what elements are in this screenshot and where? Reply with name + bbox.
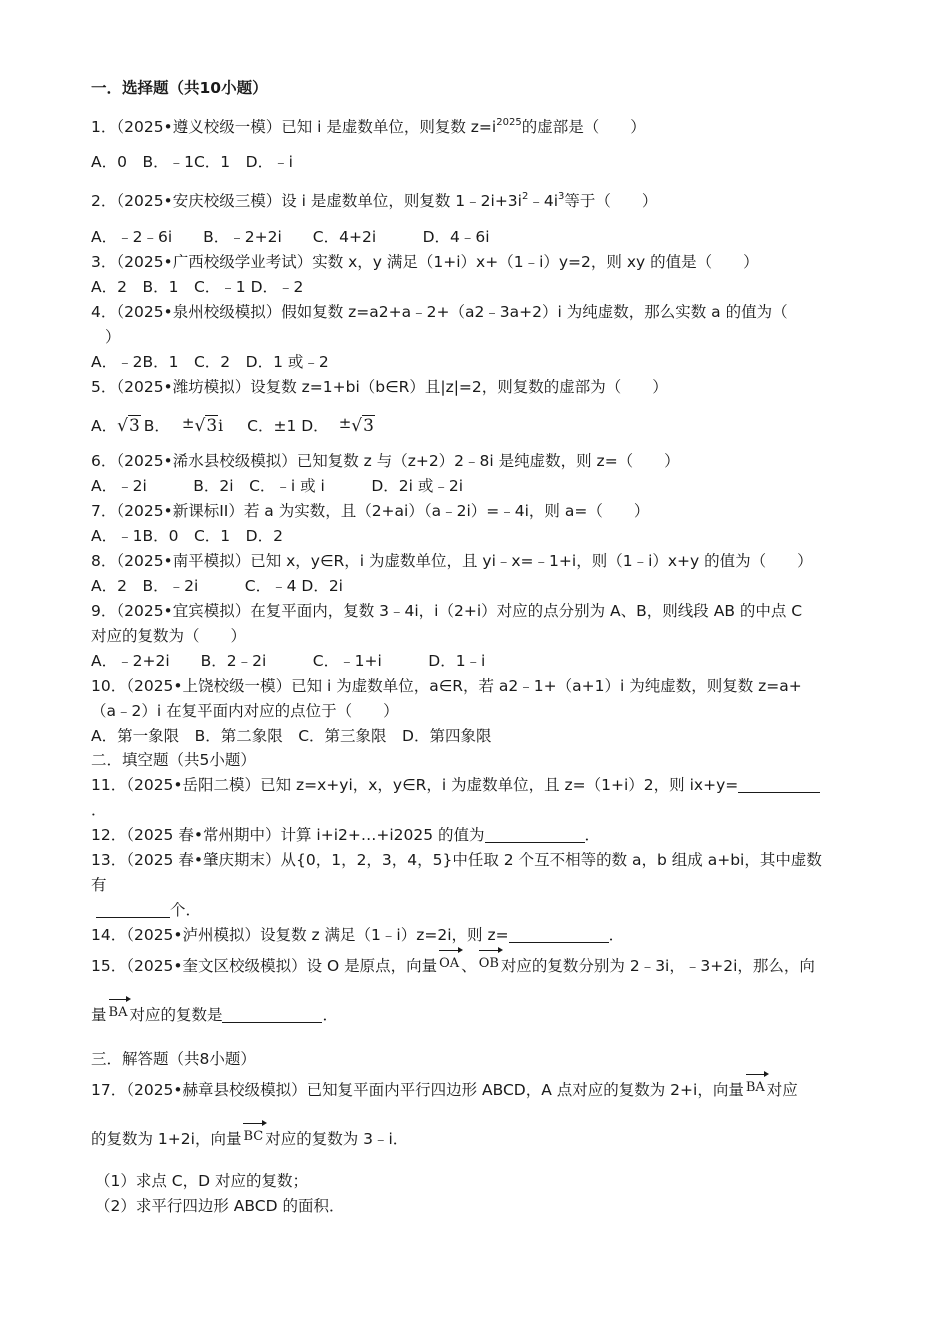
section-heading-choice: 一．选择题（共10小题） bbox=[91, 79, 268, 97]
question-10: 10．（2025•上饶校级一模）已知 i 为虚数单位，a∈R，若 a2﹣1+（a+1）i 为纯虚数，则复数 z=a+ bbox=[91, 677, 802, 695]
question-5: 5．（2025•潍坊模拟）设复数 z=1+bi（b∈R）且|z|=2，则复数的虚部为（ ） bbox=[91, 378, 668, 396]
q15-stem: 15．（2025•奎文区校级模拟）设 O 是原点，向量 bbox=[91, 957, 438, 975]
q5-radicand-d: 3 bbox=[363, 416, 374, 436]
question-13: 13．（2025 春•肇庆期末）从{0，1，2，3，4，5}中任取 2 个互不相等的数 a，b 组成 a+bi，其中虚数 bbox=[91, 851, 822, 869]
q11-stem: 11．（2025•岳阳二模）已知 z=x+yi，x，y∈R，i 为虚数单位，且 z=（1+i）2，则 ix+y= bbox=[91, 776, 739, 794]
question-17 bbox=[91, 1078, 798, 1100]
q9-stem-cont: 对应的复数为（ ） bbox=[91, 627, 247, 645]
q12-tail: ． bbox=[584, 826, 601, 844]
q5-option-c-d-label: C．±1 D． bbox=[247, 417, 329, 435]
q17-tail: 对应 bbox=[766, 1081, 798, 1099]
q4-options: A．﹣2B．1 C．2 D．1 或﹣2 bbox=[91, 353, 329, 371]
q13-answer-blank[interactable] bbox=[96, 901, 170, 918]
q2-exponent-2: 3 bbox=[558, 191, 565, 202]
q17-line-2 bbox=[91, 1127, 408, 1149]
q5-options bbox=[91, 413, 375, 436]
q13-stem-cont: 有 bbox=[91, 876, 107, 894]
q5-radicand-a: 3 bbox=[128, 416, 140, 436]
question-9: 9．（2025•宜宾模拟）在复平面内，复数 3﹣4i，i（2+i）对应的点分别为 A、B，则线段 AB 的中点 C bbox=[91, 602, 803, 620]
question-14 bbox=[91, 925, 624, 945]
q15-tail: 对应的复数分别为 2﹣3i，﹣3+2i，那么，向 bbox=[500, 957, 815, 975]
q5-plus-minus-b: ± bbox=[181, 414, 195, 432]
q15-end: ． bbox=[322, 1006, 338, 1024]
q3-options: A．2 B．1 C．﹣1 D．﹣2 bbox=[91, 278, 304, 296]
question-8: 8．（2025•南平模拟）已知 x，y∈R，i 为虚数单位，且 yi﹣x=﹣1+i，则（1﹣i）x+y 的值为（ ） bbox=[91, 552, 813, 570]
q2-options: A．﹣2﹣6i B．﹣2+2i C．4+2i D．4﹣6i bbox=[91, 228, 490, 246]
vector-oa: OA bbox=[437, 954, 461, 974]
q17-line2-text: 对应的复数为 3﹣i． bbox=[265, 1130, 409, 1148]
q8-options: A．2 B．﹣2i C．﹣4 D．2i bbox=[91, 577, 343, 595]
question-11 bbox=[91, 775, 820, 795]
q17-subquestion-2: （2）求平行四边形 ABCD 的面积． bbox=[95, 1197, 345, 1215]
q5-option-a-label: A． bbox=[91, 417, 118, 435]
q10-options: A．第一象限 B．第二象限 C．第三象限 D．第四象限 bbox=[91, 727, 492, 745]
q11-answer-blank[interactable] bbox=[738, 776, 820, 793]
q2-mid: ﹣4i bbox=[528, 192, 559, 210]
q1-stem: 1．（2025•遵义校级一模）已知 i 是虚数单位，则复数 z=i bbox=[91, 118, 497, 136]
q15-line2-text: 对应的复数是 bbox=[129, 1006, 223, 1024]
q5-plus-minus-d: ± bbox=[338, 414, 352, 432]
vector-ba: BA bbox=[744, 1078, 767, 1098]
q10-stem-cont: （a﹣2）i 在复平面内对应的点位于（ ） bbox=[91, 702, 399, 720]
q14-tail: ． bbox=[608, 926, 625, 944]
question-7: 7．（2025•新课标II）若 a 为实数，且（2+ai）（a﹣2i）=﹣4i，则 a=（ ） bbox=[91, 502, 650, 520]
q6-options: A．﹣2i B．2i C．﹣i 或 i D．2i 或﹣2i bbox=[91, 477, 464, 495]
question-15 bbox=[91, 954, 815, 976]
q12-stem: 12．（2025 春•常州期中）计算 i+i2+…+i2025 的值为 bbox=[91, 826, 485, 844]
question-12 bbox=[91, 825, 600, 845]
sqrt-symbol-icon: √3 bbox=[194, 416, 218, 436]
q5-option-b-label: B． bbox=[143, 417, 170, 435]
q4-stem-cont: ） bbox=[105, 328, 121, 346]
section-heading-fill: 二．填空题（共5小题） bbox=[91, 751, 256, 769]
q5-imag-unit: i bbox=[218, 417, 224, 435]
q14-answer-blank[interactable] bbox=[509, 926, 609, 943]
q2-tail: 等于（ ） bbox=[564, 192, 658, 210]
q9-options: A．﹣2+2i B．2﹣2i C．﹣1+i D．1﹣i bbox=[91, 652, 486, 670]
vector-ba: BA bbox=[107, 1003, 130, 1023]
q13-answer-line bbox=[91, 900, 201, 920]
q17-subquestion-1: （1）求点 C，D 对应的复数； bbox=[95, 1172, 308, 1190]
question-2 bbox=[91, 191, 657, 211]
q11-end: ． bbox=[91, 801, 107, 819]
question-4: 4．（2025•泉州校级模拟）假如复数 z=a2+a﹣2+（a2﹣3a+2）i 为纯虚数，那么实数 a 的值为（ bbox=[91, 303, 788, 321]
question-6: 6．（2025•浠水县校级模拟）已知复数 z 与（z+2）2﹣8i 是纯虚数，则 z=（ ） bbox=[91, 452, 680, 470]
sqrt-symbol-icon: √3 bbox=[117, 416, 140, 436]
q14-stem: 14．（2025•泸州模拟）设复数 z 满足（1﹣i）z=2i，则 z= bbox=[91, 926, 509, 944]
section-heading-solve: 三．解答题（共8小题） bbox=[91, 1050, 256, 1068]
q17-line2-prefix: 的复数为 1+2i，向量 bbox=[91, 1130, 242, 1148]
q13-tail: 个． bbox=[170, 901, 202, 919]
q12-answer-blank[interactable] bbox=[485, 826, 585, 843]
q5-radicand-b: 3 bbox=[206, 416, 218, 436]
q15-line-2 bbox=[91, 1003, 338, 1025]
vector-bc: BC bbox=[241, 1127, 265, 1147]
q2-stem: 2．（2025•安庆校级三模）设 i 是虚数单位，则复数 1﹣2i+3i bbox=[91, 192, 522, 210]
q1-options: A．0 B．﹣1C．1 D．﹣i bbox=[91, 153, 293, 171]
question-3: 3．（2025•广西校级学业考试）实数 x，y 满足（1+i）x+（1﹣i）y=2，则 xy 的值是（ ） bbox=[91, 253, 759, 271]
q7-options: A．﹣1B．0 C．1 D．2 bbox=[91, 527, 283, 545]
q15-separator: 、 bbox=[461, 957, 477, 975]
sqrt-symbol-icon: √3 bbox=[351, 416, 374, 436]
q1-exponent: 2025 bbox=[496, 117, 522, 128]
q2-exponent-1: 2 bbox=[521, 191, 529, 202]
q15-answer-blank[interactable] bbox=[222, 1006, 322, 1023]
q1-tail: 的虚部是（ ） bbox=[521, 118, 646, 136]
q15-line2-prefix: 量 bbox=[91, 1006, 107, 1024]
question-1 bbox=[91, 117, 646, 137]
q17-stem: 17．（2025•赫章县校级模拟）已知复平面内平行四边形 ABCD，A 点对应的复数为 2+i，向量 bbox=[91, 1081, 744, 1099]
vector-ob: OB bbox=[477, 954, 501, 974]
